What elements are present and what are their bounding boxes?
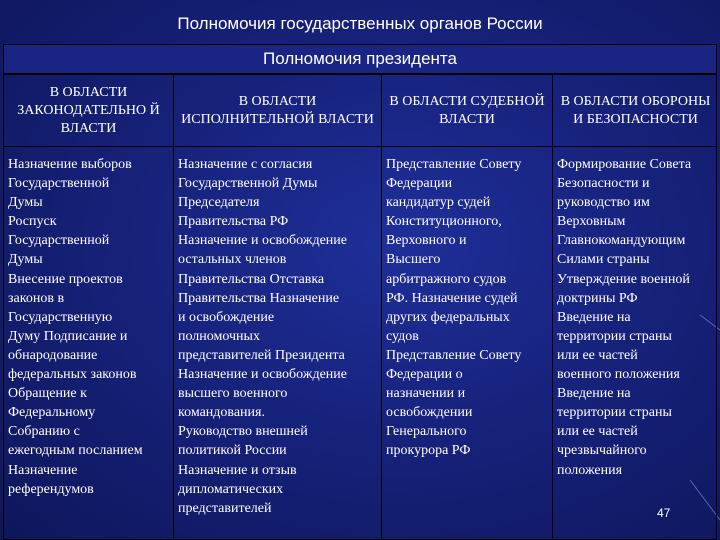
header-defense: В ОБЛАСТИ ОБОРОНЫ И БЕЗОПАСНОСТИ bbox=[560, 94, 711, 127]
table-body-column bbox=[4, 147, 174, 539]
table-body-row bbox=[4, 147, 718, 539]
cell-judicial: Представление Совету Федерации кандидатур судей Конституционного, Верховного и Высшего арбитражного судов РФ. Назначение судей других федеральных судов Представление Совету Федерации о назначении и освобождении Генерального прокурора РФ bbox=[386, 157, 522, 459]
table-header-row bbox=[4, 75, 718, 147]
table-header-column bbox=[174, 75, 382, 146]
cell-defense: Формирование Совета Безопасности и руководство им Верховным Главнокомандующим Силами страны Утверждение военной доктрины РФ Введение на территории страны или ее частей военного положения Введение на территории страны или ее частей чрезвычайного положения bbox=[557, 157, 692, 478]
table-header-column bbox=[4, 75, 174, 146]
slide-title: Полномочия государственных органов России bbox=[177, 14, 543, 33]
cell-executive: Назначение с согласия Государственной Думы Председателя Правительства РФ Назначение и освобождение остальных членов Правительства Отставка Правительства Назначение и освобождение полномочных представителей Президента Назначение и освобождение высшего военного командования. Руководство внешней политикой России Назначение и отзыв дипломатических представителей bbox=[178, 157, 348, 516]
table-header-column bbox=[553, 75, 718, 146]
powers-table bbox=[3, 74, 717, 540]
table-header-column bbox=[382, 75, 553, 146]
header-executive: В ОБЛАСТИ ИСПОЛНИТЕЛЬНОЙ ВЛАСТИ bbox=[181, 94, 374, 127]
table-body-column bbox=[553, 147, 718, 539]
cell-legislative: Назначение выборов Государственной Думы Роспуск Государственной Думы Внесение проектов законов в Государственную Думу Подписание и обнародование федеральных законов Обращение к Федеральному Собранию с ежегодным посланием Назначение референдумов bbox=[8, 157, 143, 497]
page-number: 47 bbox=[657, 506, 671, 520]
header-legislative: В ОБЛАСТИ ЗАКОНОДАТЕЛЬНО Й ВЛАСТИ bbox=[17, 85, 160, 136]
slide-subtitle: Полномочия президента bbox=[3, 44, 717, 74]
table-body-column bbox=[382, 147, 553, 539]
header-judicial: В ОБЛАСТИ СУДЕБНОЙ ВЛАСТИ bbox=[389, 94, 545, 127]
table-body-column bbox=[174, 147, 382, 539]
